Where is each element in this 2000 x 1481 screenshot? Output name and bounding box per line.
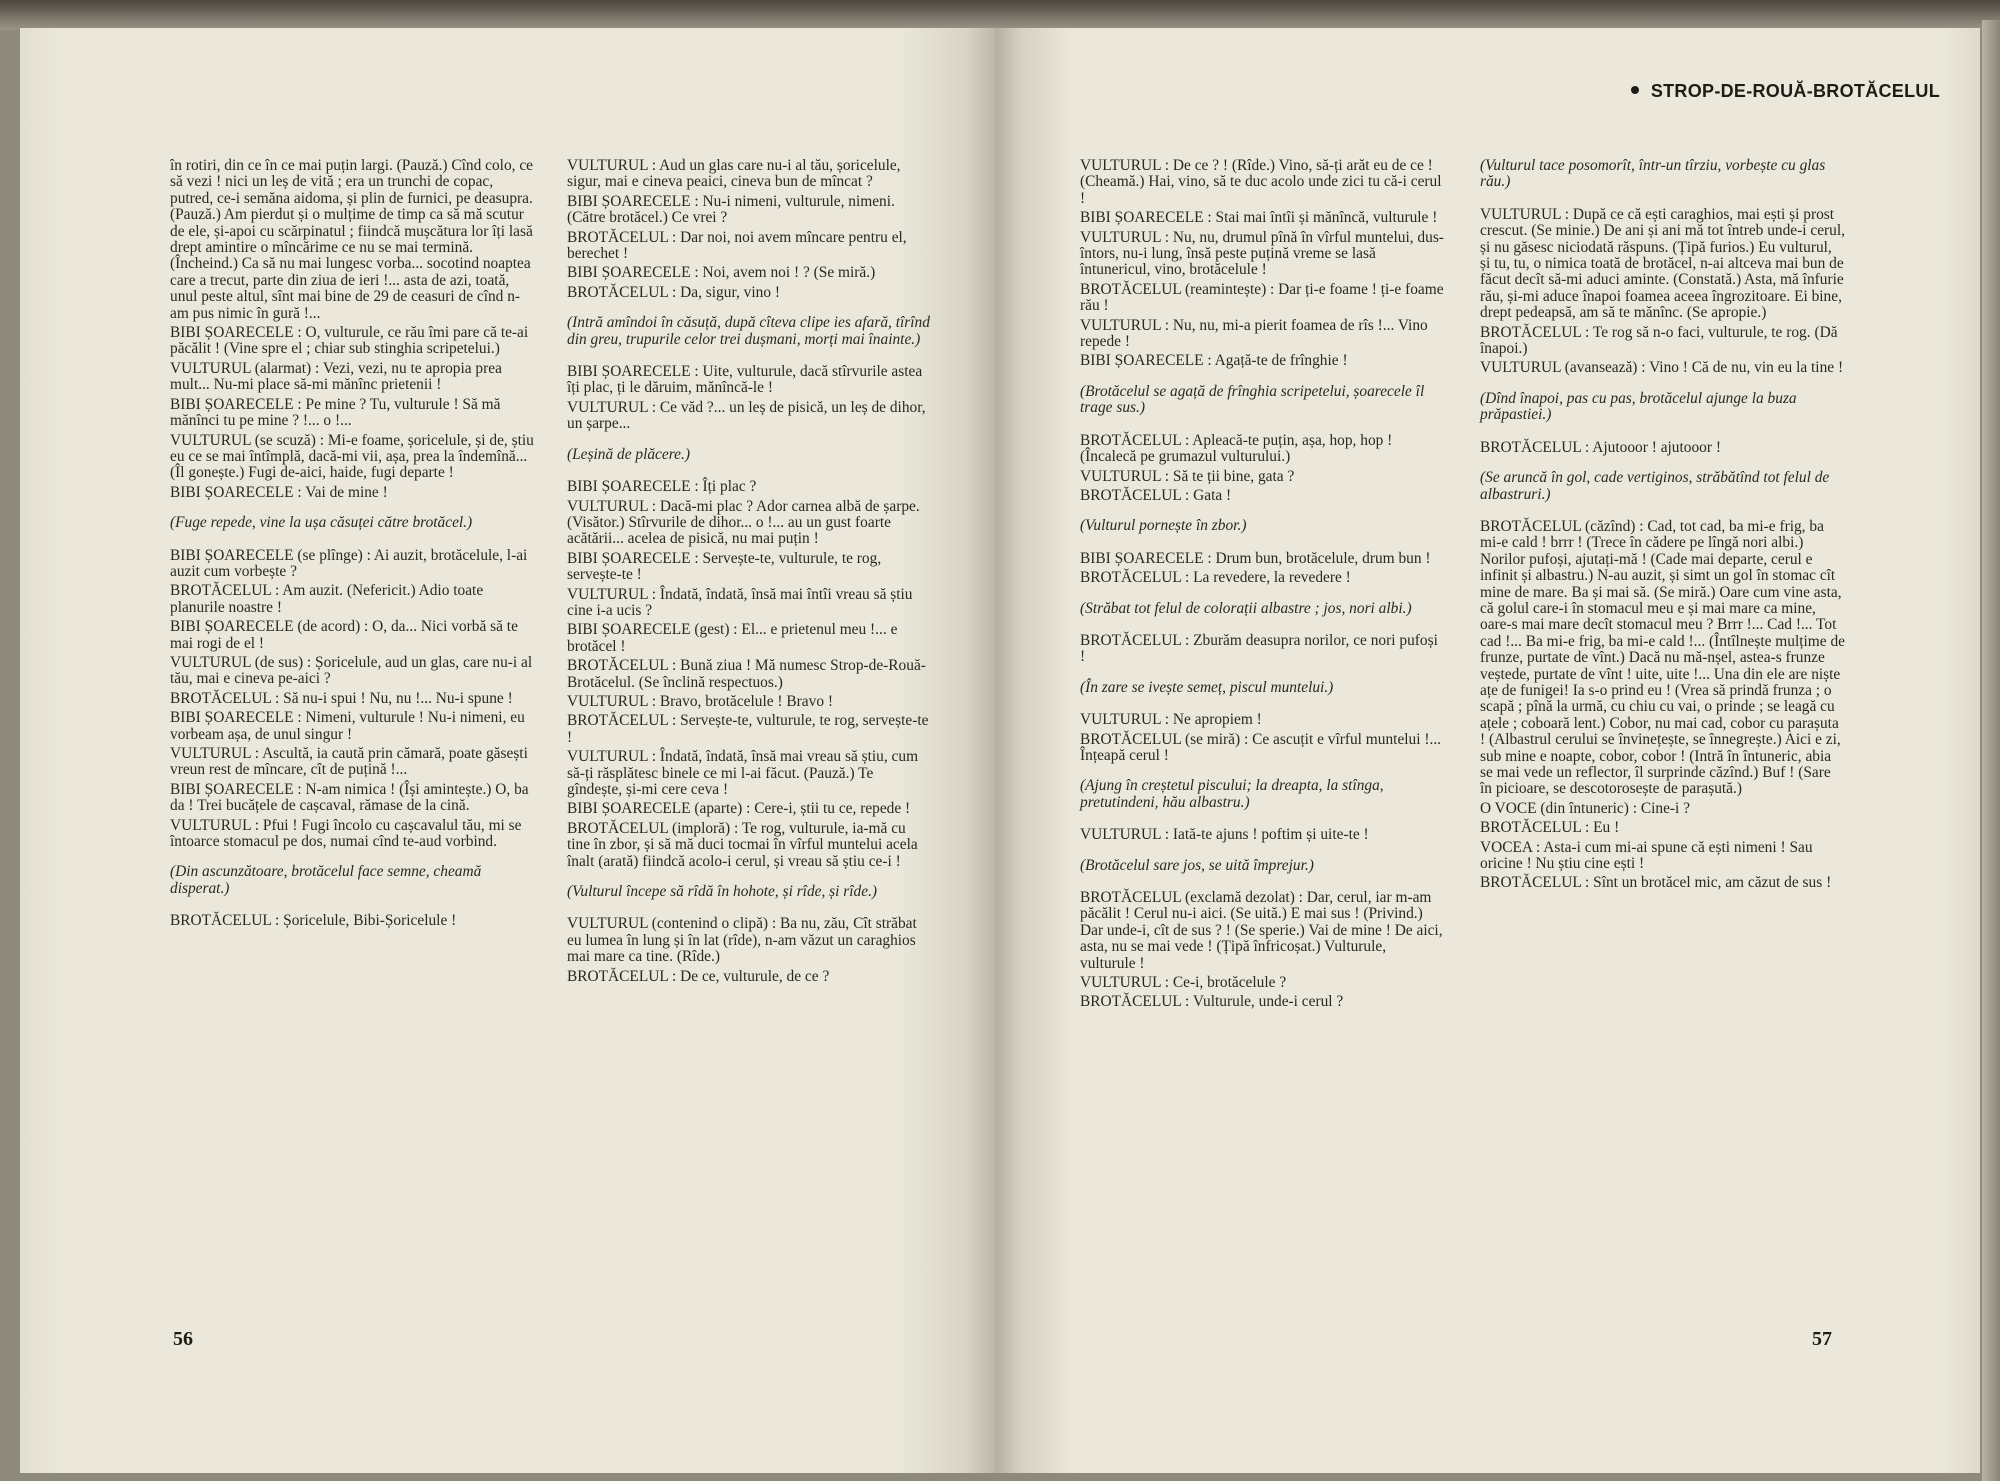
text-block: BROTĂCELUL : Vulturule, unde-i cerul ? bbox=[1080, 993, 1344, 1011]
text-block: VULTURUL : Ce-i, brotăcelule ? bbox=[1080, 974, 1287, 992]
text-block: BROTĂCELUL : Servește-te, vulturule, te rog, servește-te ! bbox=[567, 712, 929, 746]
bullet-icon bbox=[1631, 86, 1639, 94]
text-block: BROTĂCELUL : Dar noi, noi avem mîncare pentru el, berechet ! bbox=[567, 228, 907, 263]
book-cover-edge bbox=[0, 0, 2000, 30]
text-block: BROTĂCELUL : Da, sigur, vino ! bbox=[567, 283, 780, 301]
text-block: BROTĂCELUL : Te rog să n-o faci, vulturule, te rog. (Dă înapoi.) bbox=[1480, 323, 1838, 358]
text-block: VULTURUL : Îndată, îndată, însă mai întîi vreau să știu cine i-a ucis ? bbox=[567, 585, 913, 619]
stage-direction: (Brotăcelul sare jos, se uită împrejur.) bbox=[1080, 856, 1314, 874]
text-block: BROTĂCELUL : Zburăm deasupra norilor, ce nori pufoși ! bbox=[1080, 631, 1438, 666]
text-block: VULTURUL : După ce că ești caraghios, mai ești și prost crescut. (Se minie.) De ani și ani mă tot întreb unde-i cerul, și nu găsesc niciodată răspuns. (Țipă furios.) Eu vulturul, și tu, tu, o nimica toată de brotăcel, n-ai altceva mai bun de făcut decît să-mi aduci aminte. (Constată.) Asta, mă înfurie rău, și-mi aduce înapoi foamea aceea îngrozitoare. Ei bine, drept pedeapsă, am să te mănînc. (Se apropie.) bbox=[1480, 205, 1845, 322]
text-block: VULTURUL : Pfui ! Fugi încolo cu cașcavalul tău, mi se întoarce stomacul pe dos, numai cînd te-aud vorbind. bbox=[170, 816, 522, 851]
page-number-right: 57 bbox=[1812, 1328, 1832, 1350]
book-cover-right-edge bbox=[1982, 20, 2000, 1481]
text-block: BIBI ȘOARECELE : Nimeni, vulturule ! Nu-i nimeni, eu vorbeam așa, de unul singur ! bbox=[170, 709, 525, 743]
text-block: BIBI ȘOARECELE : Îți plac ? bbox=[567, 478, 757, 496]
text-block: VULTURUL : Să te ții bine, gata ? bbox=[1080, 467, 1295, 485]
text-block: VULTURUL (contenind o clipă) : Ba nu, zău, Cît străbat eu lumea în lung și în lat (rîde), n-am văzut un caraghios mai mare ca tine. (Rîde.) bbox=[567, 915, 917, 966]
text-block: VULTURUL (alarmat) : Vezi, vezi, nu te apropia prea mult... Nu-mi place să-mi mănînc prietenii ! bbox=[170, 359, 502, 394]
stage-direction: (Vulturul tace posomorît, într-un tîrziu, vorbește cu glas rău.) bbox=[1480, 157, 1826, 191]
text-block: BIBI ȘOARECELE : Uite, vulturule, dacă stîrvurile astea îți plac, ți le dăruim, mănîncă-le ! bbox=[567, 363, 923, 397]
text-block: BROTĂCELUL : Apleacă-te puțin, așa, hop, hop ! (Încalecă pe grumazul vulturului.) bbox=[1080, 431, 1393, 466]
running-head bbox=[1631, 81, 1940, 102]
text-block: VULTURUL (avansează) : Vino ! Că de nu, vin eu la tine ! bbox=[1480, 359, 1844, 377]
right-page bbox=[995, 28, 1980, 1473]
text-block: VULTURUL : Ascultă, ia caută prin cămară, poate găsești vreun rest de mîncare, cît de puțină !... bbox=[170, 745, 528, 779]
text-block: BROTĂCELUL (exclamă dezolat) : Dar, cerul, iar m-am păcălit ! Cerul nu-i aici. (Se uită.) E mai sus ! (Privind.) Dar unde-i, cît de sus ? ! (Se sperie.) Vai de mine ! De aici, asta, nu se mai vede ! (Țipă înfricoșat.) Vulturule, vulturule ! bbox=[1080, 889, 1443, 972]
stage-direction: (Se aruncă în gol, cade vertiginos, străbătînd tot felul de albastruri.) bbox=[1480, 469, 1830, 503]
right-column-1 bbox=[1080, 158, 1445, 1014]
text-block: O VOCE (din întuneric) : Cine-i ? bbox=[1480, 799, 1691, 817]
text-block: BIBI ȘOARECELE (aparte) : Cere-i, știi tu ce, repede ! bbox=[567, 800, 911, 818]
text-block: BIBI ȘOARECELE : Drum bun, brotăcelule, drum bun ! bbox=[1080, 549, 1431, 567]
faint-show-through-header bbox=[170, 85, 490, 105]
text-block: BROTĂCELUL (căzînd) : Cad, tot cad, ba mi-e frig, ba mi-e cald ! brrr ! (Trece în cădere pe lîngă nori albi.) Norilor pufoși, ajutați-mă ! (Cade mai departe, cerul e infinit și albastru.) N-au auzit, și simt un gol în stomac cît mine de mare. Ba și mai să. (Se miră.) Oare cum vine asta, că golul care-i în stomacul meu e și mai mare ca mine, oare-s mai mare decît stomacul meu ? Brrr !... Cad !... Tot cad !... Ba mi-e frig, ba mi-e cald !... (Întîlnește mulțime de frunze, purtate de vînt.) Dacă nu mă-nșel, astea-s frunze veștede, purtate de vînt ! uite, uite !... Una din ele are niște ațe de funigei! Ia s-o prind eu ! (Vrea să prindă frunza ; o scapă ; pînă la urmă, cu chiu cu vai, o prinde ; se leagă cu ațele ; coboară lent.) Cobor, nu mai cad, cobor cu parașuta ! (Albastrul cerului se învinețește, se înnegrește.) Aici e zi, sub mine e noapte, cobor, cobor ! (Intră în întuneric, abia se mai vede un reflector, îl surprinde căzînd.) Buf ! (Sare în picioare, se descotorosește de parașută.) bbox=[1480, 517, 1845, 798]
stage-direction: (Din ascunzătoare, brotăcelul face semne, cheamă disperat.) bbox=[170, 863, 482, 897]
left-column-1 bbox=[170, 158, 535, 933]
text-block: BIBI ȘOARECELE (se plînge) : Ai auzit, brotăcelule, l-ai auzit cum vorbește ? bbox=[170, 546, 528, 580]
text-block: BROTĂCELUL : Șoricelule, Bibi-Șoricelule ! bbox=[170, 912, 457, 930]
stage-direction: (Vulturul pornește în zbor.) bbox=[1080, 517, 1247, 535]
stage-direction: (Brotăcelul se agață de frînghia scripetelui, șoarecele îl trage sus.) bbox=[1080, 382, 1425, 417]
stage-direction: (Fuge repede, vine la ușa căsuței către brotăcel.) bbox=[170, 514, 473, 532]
stage-direction: (Intră amîndoi în căsuță, după cîteva clipe ies afară, tîrînd din greu, trupurile celor trei dușmani, morți mai înainte.) bbox=[567, 314, 930, 348]
text-block: în rotiri, din ce în ce mai puțin largi. (Pauză.) Cînd colo, ce să vezi ! nici un leș de vită ; era un trunchi de copac, putred, ce-i semăna aidoma, și plin de furnici, pe deasupra. (Pauză.) Am pierdut și o mulțime de timp ca să mă scutur de ele, și-apoi cu scărpinatul ; fiindcă mușcătura lor îți lasă drept amintire o mîncărime ce nu se mai termină. (Încheind.) Ca să nu mai lungesc vorba... socotind noaptea care a trecut, parte din ziua de ieri !... asta de azi, toată, unul peste altul, sînt mai bine de 29 de ceasuri de cînd n-am pus nimic în gură !... bbox=[170, 157, 534, 322]
text-block: BIBI ȘOARECELE : Pe mine ? Tu, vulturule ! Să mă mănînci tu pe mine ? !... o !... bbox=[170, 395, 501, 430]
stage-direction: (Străbat tot felul de colorații albastre ; jos, nori albi.) bbox=[1080, 599, 1412, 617]
text-block: BIBI ȘOARECELE : Noi, avem noi ! ? (Se miră.) bbox=[567, 264, 876, 282]
stage-direction: (Ajung în creștetul piscului; la dreapta, la stînga, pretutindeni, hău albastru.) bbox=[1080, 777, 1384, 811]
text-block: BROTĂCELUL (imploră) : Te rog, vulturule, ia-mă cu tine în zbor, și să mă duci tocmai în vîrful muntelui acela înalt (arată) fiindcă acolo-i cerul, și vreau să știu ce-i ! bbox=[567, 819, 918, 870]
text-block: BROTĂCELUL : Am auzit. (Nefericit.) Adio toate planurile noastre ! bbox=[170, 582, 484, 616]
text-block: BROTĂCELUL : Ajutooor ! ajutooor ! bbox=[1480, 438, 1721, 456]
text-block: VULTURUL : Nu, nu, drumul pînă în vîrful muntelui, dus-întors, nu-i lung, însă peste puțină vreme se lasă întunericul, vino, brotăcelule ! bbox=[1080, 228, 1444, 279]
left-page bbox=[20, 28, 995, 1473]
text-block: BROTĂCELUL (reamintește) : Dar ți-e foame ! ți-e foame rău ! bbox=[1080, 280, 1444, 315]
text-block: VULTURUL : Ne apropiem ! bbox=[1080, 711, 1262, 729]
running-head-title: STROP-DE-ROUĂ-BROTĂCELUL bbox=[1650, 81, 1940, 101]
text-block: VOCEA : Asta-i cum mi-ai spune că ești nimeni ! Sau oricine ! Nu știu cine ești ! bbox=[1480, 838, 1813, 873]
text-block: BIBI ȘOARECELE : Stai mai întîi și mănîncă, vulturule ! bbox=[1080, 209, 1438, 227]
text-block: VULTURUL : Îndată, îndată, însă mai vreau să știu, cum să-ți răsplătesc binele ce mi l-ai făcut. (Pauză.) Te gîndește, și-mi cere ceva ! bbox=[567, 748, 919, 798]
text-block: BROTĂCELUL : Bună ziua ! Mă numesc Strop-de-Rouă-Brotăcelul. (Se înclină respectuos.) bbox=[567, 657, 926, 691]
text-block: BROTĂCELUL (se miră) : Ce ascuțit e vîrful muntelui !... Înțeapă cerul ! bbox=[1080, 730, 1442, 764]
text-block: BROTĂCELUL : Gata ! bbox=[1080, 486, 1232, 504]
text-block: VULTURUL : Ce văd ?... un leș de pisică, un leș de dihor, un șarpe... bbox=[567, 398, 926, 433]
text-block: VULTURUL : De ce ? ! (Rîde.) Vino, să-ți arăt eu de ce ! (Cheamă.) Hai, vino, să te duc acolo unde zici tu că-i cerul ! bbox=[1080, 157, 1442, 207]
right-column-2 bbox=[1480, 158, 1845, 895]
left-column-2 bbox=[567, 158, 932, 988]
text-block: BROTĂCELUL : La revedere, la revedere ! bbox=[1080, 569, 1351, 587]
text-block: BIBI ȘOARECELE : Vai de mine ! bbox=[170, 483, 388, 501]
text-block: BROTĂCELUL : Să nu-i spui ! Nu, nu !... Nu-i spune ! bbox=[170, 689, 513, 707]
text-block: VULTURUL (de sus) : Șoricelule, aud un glas, care nu-i al tău, mai e cineva pe-aici ? bbox=[170, 653, 533, 688]
text-block: VULTURUL : Bravo, brotăcelule ! Bravo ! bbox=[567, 692, 833, 710]
stage-direction: (Dînd înapoi, pas cu pas, brotăcelul ajunge la buza prăpastiei.) bbox=[1480, 389, 1797, 424]
text-block: VULTURUL : Iată-te ajuns ! poftim și uite-te ! bbox=[1080, 826, 1369, 844]
text-block: BIBI ȘOARECELE : Servește-te, vulturule, te rog, servește-te ! bbox=[567, 549, 882, 584]
text-block: BIBI ȘOARECELE (de acord) : O, da... Nici vorbă să te mai rogi de el ! bbox=[170, 618, 518, 652]
text-block: BIBI ȘOARECELE : O, vulturule, ce rău îmi pare că te-ai păcălit ! (Vine spre el ; chiar sub stinghia scripetelui.) bbox=[170, 324, 529, 358]
text-block: BIBI ȘOARECELE : N-am nimica ! (Își amintește.) O, ba da ! Trei bucățele de cașcaval, rămase de la cină. bbox=[170, 780, 529, 815]
text-block: VULTURUL : Dacă-mi plac ? Ador carnea albă de șarpe. (Visător.) Stîrvurile de dihor... o !... au un gust foarte acătării... acelea de pisică, nu mai puțin ! bbox=[567, 497, 920, 548]
text-block: BROTĂCELUL : De ce, vulturule, de ce ? bbox=[567, 967, 830, 985]
text-block: BIBI ȘOARECELE (gest) : El... e prietenul meu !... e brotăcel ! bbox=[567, 621, 898, 655]
text-block: BIBI ȘOARECELE : Nu-i nimeni, vulturule, nimeni. (Către brotăcel.) Ce vrei ? bbox=[567, 192, 895, 227]
text-block: VULTURUL : Nu, nu, mi-a pierit foamea de rîs !... Vino repede ! bbox=[1080, 316, 1428, 351]
stage-direction: (Leșină de plăcere.) bbox=[567, 445, 690, 463]
text-block: VULTURUL : Aud un glas care nu-i al tău, șoricelule, sigur, mai e cineva peaici, cineva bun de mîncat ? bbox=[567, 157, 901, 191]
text-block: BROTĂCELUL : Eu ! bbox=[1480, 819, 1620, 837]
text-block: BIBI ȘOARECELE : Agață-te de frînghie ! bbox=[1080, 352, 1348, 370]
page-number-left: 56 bbox=[173, 1328, 193, 1350]
stage-direction: (Vulturul începe să rîdă în hohote, și rîde, și rîde.) bbox=[567, 883, 878, 901]
text-block: VULTURUL (se scuză) : Mi-e foame, șoricelule, și de, știu eu ce se mai întîmplă, dacă-mi vii, așa, prea la îndemînă... (Îl gonește.) Fugi de-aici, haide, fugi departe ! bbox=[170, 431, 534, 482]
text-block: BROTĂCELUL : Sînt un brotăcel mic, am căzut de sus ! bbox=[1480, 874, 1832, 892]
stage-direction: (În zare se ivește semeț, piscul muntelui.) bbox=[1080, 678, 1334, 696]
